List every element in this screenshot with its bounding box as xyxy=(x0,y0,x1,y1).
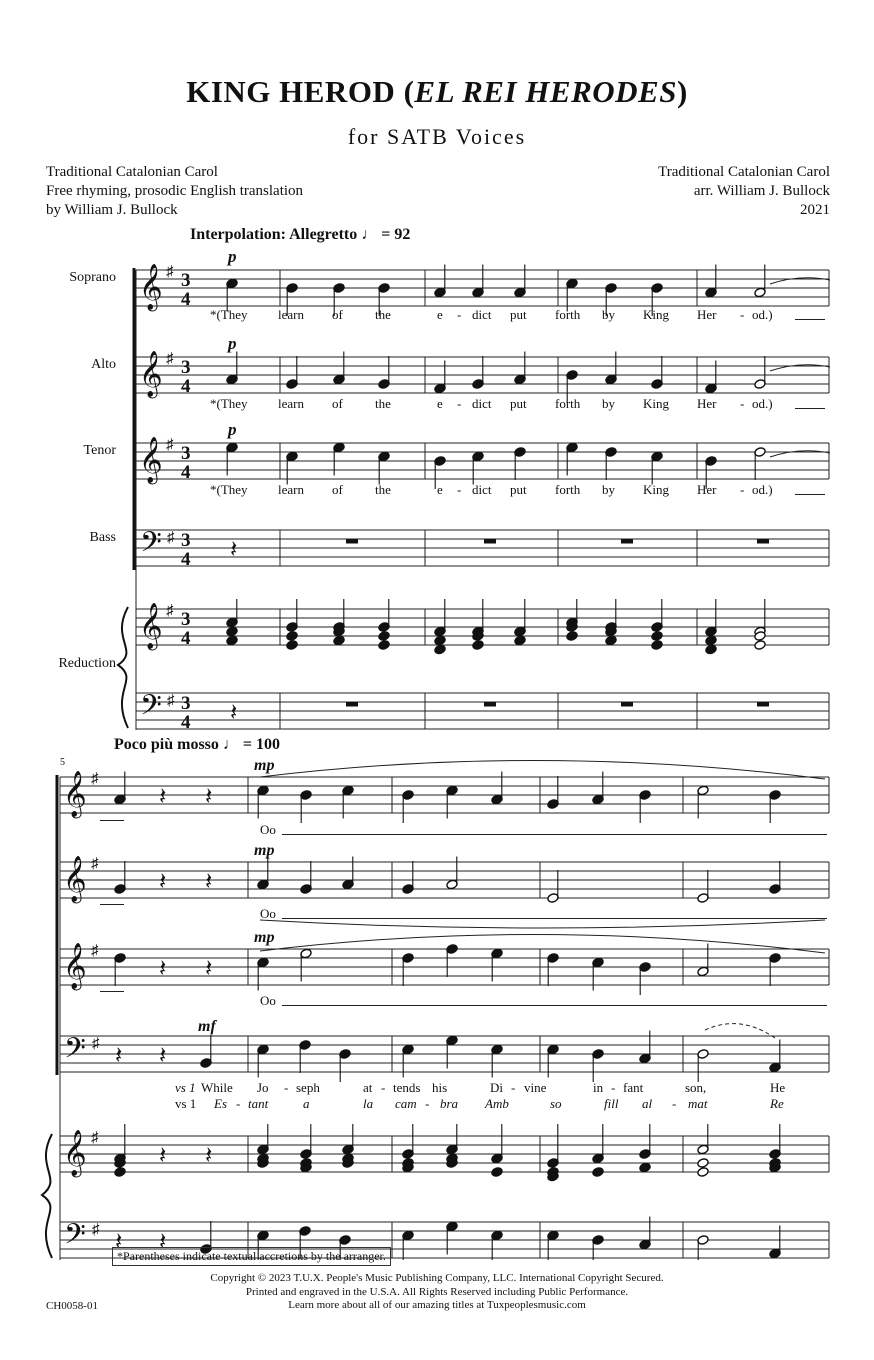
slur xyxy=(260,920,825,928)
part-label-tenor: Tenor xyxy=(83,443,116,458)
time-signature: 4 xyxy=(181,376,191,397)
lyric-syllable: forth xyxy=(555,307,581,322)
notehead xyxy=(226,626,238,637)
notehead xyxy=(226,635,238,646)
key-signature-sharp: ♯ xyxy=(166,351,174,367)
notehead xyxy=(592,1167,604,1178)
lyric-oo: Oo xyxy=(260,906,276,921)
dynamic-marking: mp xyxy=(254,842,275,859)
time-signature: 3 xyxy=(181,443,191,464)
lyric-syllable: put xyxy=(510,307,527,322)
bass-clef: 𝄢 xyxy=(64,1034,86,1071)
lyric-syllable: forth xyxy=(555,396,581,411)
lyric-english: - xyxy=(381,1080,386,1095)
time-signature: 3 xyxy=(181,693,191,714)
lyric-catalan: cam xyxy=(395,1096,417,1111)
key-signature-sharp: ♯ xyxy=(91,1130,99,1146)
lyric-catalan: a xyxy=(303,1096,310,1111)
lyric-syllable: *(They xyxy=(210,307,248,322)
notehead xyxy=(333,635,345,646)
notehead xyxy=(378,631,390,642)
lyric-english: at xyxy=(363,1080,373,1095)
whole-rest xyxy=(346,702,358,707)
quarter-rest: 𝄽 xyxy=(230,700,238,726)
lyric-syllable: the xyxy=(375,307,391,322)
lyric-syllable: King xyxy=(643,396,669,411)
lyric-english: - xyxy=(611,1080,616,1095)
quarter-rest: 𝄽 xyxy=(159,1143,167,1169)
whole-rest xyxy=(484,539,496,544)
key-signature-sharp: ♯ xyxy=(167,530,175,546)
notehead xyxy=(378,640,390,651)
quarter-rest: 𝄽 xyxy=(159,869,167,895)
key-signature-sharp: ♯ xyxy=(91,771,99,787)
lyric-syllable: e xyxy=(437,482,443,497)
lyric-english: - xyxy=(284,1080,289,1095)
notehead xyxy=(697,1158,709,1169)
notehead xyxy=(286,640,298,651)
quarter-rest: 𝄽 xyxy=(159,784,167,810)
notehead xyxy=(697,1167,709,1178)
lyric-syllable: e xyxy=(437,307,443,322)
lyric-syllable: - xyxy=(457,482,462,497)
lyric-syllable: dict xyxy=(472,396,492,411)
dynamic-marking: p xyxy=(228,334,237,353)
time-signature: 3 xyxy=(181,609,191,630)
quarter-rest: 𝄽 xyxy=(205,784,213,810)
notehead xyxy=(472,640,484,651)
key-signature-sharp: ♯ xyxy=(91,943,99,959)
notehead xyxy=(705,644,717,655)
catalog-code: CH0058-01 xyxy=(46,1300,98,1312)
lyric-catalan: Amb xyxy=(485,1096,509,1111)
key-signature-sharp: ♯ xyxy=(91,856,99,872)
lyric-syllable: - xyxy=(457,396,462,411)
quarter-rest: 𝄽 xyxy=(159,956,167,982)
notehead xyxy=(114,1167,126,1178)
treble-clef: 𝄞 xyxy=(63,943,87,988)
treble-clef: 𝄞 xyxy=(63,856,87,901)
bass-clef: 𝄢 xyxy=(140,691,162,728)
time-signature: 4 xyxy=(181,549,191,570)
copyright: Copyright © 2023 T.U.X. People's Music Publishing Company, LLC. International Copyright Secured. Printed and engraved in the U.S.A. All Rights Reserved including Public Performance. Learn more about all of our amazing titles at Tuxpeoplesmusic.com xyxy=(210,1272,664,1311)
notehead xyxy=(434,635,446,646)
quarter-rest: 𝄽 xyxy=(159,1229,167,1255)
key-signature-sharp: ♯ xyxy=(92,1222,100,1238)
lyric-catalan: - xyxy=(236,1096,241,1111)
part-label-bass: Bass xyxy=(89,530,116,545)
lyric-english: in xyxy=(593,1080,604,1095)
notehead xyxy=(514,635,526,646)
lyric-english: - xyxy=(511,1080,516,1095)
lyric-english: While xyxy=(201,1080,233,1095)
lyric-english: vine xyxy=(524,1080,547,1095)
whole-rest xyxy=(757,539,769,544)
lyric-oo: Oo xyxy=(260,822,276,837)
dynamic-marking: p xyxy=(228,420,237,439)
dynamic-marking: mp xyxy=(254,757,275,774)
lyric-syllable: of xyxy=(332,482,343,497)
time-signature: 4 xyxy=(181,462,191,483)
part-label-alto: Alto xyxy=(91,357,116,372)
composer-credits: Traditional Catalonian Carol arr. William J. Bullock 2021 xyxy=(658,164,830,218)
notehead xyxy=(705,635,717,646)
measure-number: 5 xyxy=(60,757,65,768)
lyric-syllable: Her xyxy=(697,396,717,411)
dynamic-marking: p xyxy=(228,247,237,266)
tempo-marking-2: Poco più mosso ♩ = 100 xyxy=(114,736,281,753)
lyric-syllable: od.) xyxy=(752,396,773,411)
key-signature-sharp: ♯ xyxy=(166,264,174,280)
footnote: *Parentheses indicate textual accretions by the arranger. xyxy=(112,1247,391,1266)
lyric-syllable: od.) xyxy=(752,482,773,497)
key-signature-sharp: ♯ xyxy=(167,693,175,709)
whole-rest xyxy=(757,702,769,707)
treble-clef: 𝄞 xyxy=(63,771,87,816)
dynamic-marking: mp xyxy=(254,929,275,946)
lyric-syllable: the xyxy=(375,396,391,411)
time-signature: 3 xyxy=(181,357,191,378)
brace xyxy=(42,1134,52,1258)
lyric-syllable: Her xyxy=(697,307,717,322)
slur xyxy=(260,934,825,953)
lyric-english: his xyxy=(432,1080,448,1095)
lyric-syllable: of xyxy=(332,307,343,322)
lyric-catalan: tant xyxy=(248,1096,269,1111)
whole-rest xyxy=(621,539,633,544)
notehead xyxy=(566,631,578,642)
lyric-catalan: fill xyxy=(604,1096,619,1111)
lyric-syllable: *(They xyxy=(210,482,248,497)
notehead xyxy=(434,644,446,655)
lyric-syllable: - xyxy=(740,307,745,322)
notehead xyxy=(605,635,617,646)
bass-clef: 𝄢 xyxy=(64,1220,86,1257)
lyric-english: He xyxy=(770,1080,786,1095)
lyric-english: fant xyxy=(623,1080,644,1095)
lyric-catalan: Es xyxy=(214,1096,227,1111)
lyric-syllable: dict xyxy=(472,482,492,497)
part-label-soprano: Soprano xyxy=(69,270,116,285)
treble-clef: 𝄞 xyxy=(139,603,163,648)
key-signature-sharp: ♯ xyxy=(166,437,174,453)
lyric-oo: Oo xyxy=(260,993,276,1008)
lyric-catalan: la xyxy=(363,1096,374,1111)
lyric-syllable: put xyxy=(510,482,527,497)
time-signature: 4 xyxy=(181,289,191,310)
lyric-syllable: by xyxy=(602,396,615,411)
quarter-rest: 𝄽 xyxy=(205,1143,213,1169)
key-signature-sharp: ♯ xyxy=(92,1036,100,1052)
whole-rest xyxy=(621,702,633,707)
lyric-catalan: Re xyxy=(770,1096,784,1111)
lyric-english: Jo xyxy=(257,1080,269,1095)
key-signature-sharp: ♯ xyxy=(166,603,174,619)
lyric-catalan: bra xyxy=(440,1096,459,1111)
lyric-syllable: - xyxy=(740,396,745,411)
page-title: KING HEROD (EL REI HERODES) xyxy=(186,74,688,109)
lyric-english: vs 1 xyxy=(175,1080,196,1095)
quarter-rest: 𝄽 xyxy=(205,869,213,895)
lyric-catalan: vs 1 xyxy=(175,1096,197,1111)
lyric-english: tends xyxy=(393,1080,421,1095)
lyric-syllable: learn xyxy=(278,396,304,411)
lyric-catalan: - xyxy=(425,1096,430,1111)
lyric-catalan: - xyxy=(672,1096,677,1111)
notehead xyxy=(651,631,663,642)
quarter-rest: 𝄽 xyxy=(115,1043,123,1069)
part-label-reduction: Reduction xyxy=(58,656,116,671)
lyric-syllable: the xyxy=(375,482,391,497)
notehead xyxy=(286,631,298,642)
lyric-syllable: - xyxy=(740,482,745,497)
lyric-catalan: mat xyxy=(688,1096,708,1111)
time-signature: 3 xyxy=(181,270,191,291)
dynamic-marking: mf xyxy=(198,1018,216,1035)
time-signature: 3 xyxy=(181,530,191,551)
lyric-syllable: od.) xyxy=(752,307,773,322)
lyric-syllable: *(They xyxy=(210,396,248,411)
lyric-syllable: e xyxy=(437,396,443,411)
lyric-english: seph xyxy=(296,1080,320,1095)
lyric-syllable: dict xyxy=(472,307,492,322)
notehead xyxy=(639,1162,651,1173)
lyric-catalan: so xyxy=(550,1096,562,1111)
quarter-rest: 𝄽 xyxy=(115,1229,123,1255)
lyric-syllable: by xyxy=(602,482,615,497)
lyric-syllable: learn xyxy=(278,307,304,322)
lyric-syllable: Her xyxy=(697,482,717,497)
lyric-syllable: learn xyxy=(278,482,304,497)
notehead xyxy=(491,1167,503,1178)
lyric-syllable: forth xyxy=(555,482,581,497)
time-signature: 4 xyxy=(181,628,191,649)
notehead xyxy=(651,640,663,651)
lyric-catalan: al xyxy=(642,1096,653,1111)
quarter-rest: 𝄽 xyxy=(205,956,213,982)
time-signature: 4 xyxy=(181,712,191,733)
treble-clef: 𝄞 xyxy=(139,264,163,309)
treble-clef: 𝄞 xyxy=(139,437,163,482)
lyric-syllable: King xyxy=(643,482,669,497)
tempo-marking-1: Interpolation: Allegretto ♩ = 92 xyxy=(190,226,411,243)
lyric-syllable: King xyxy=(643,307,669,322)
whole-rest xyxy=(484,702,496,707)
lyric-syllable: - xyxy=(457,307,462,322)
lyric-syllable: put xyxy=(510,396,527,411)
treble-clef: 𝄞 xyxy=(63,1130,87,1175)
lyric-syllable: of xyxy=(332,396,343,411)
lyric-english: Di xyxy=(490,1080,503,1095)
slur xyxy=(260,760,825,779)
lyricist-credits: Traditional Catalonian Carol Free rhyming, prosodic English translation by William J. Bullock xyxy=(46,164,304,218)
quarter-rest: 𝄽 xyxy=(230,537,238,563)
lyric-syllable: by xyxy=(602,307,615,322)
treble-clef: 𝄞 xyxy=(139,351,163,396)
lyric-english: son, xyxy=(685,1080,707,1095)
brace xyxy=(118,607,128,728)
page-subtitle: for SATB Voices xyxy=(347,124,527,149)
quarter-rest: 𝄽 xyxy=(159,1043,167,1069)
bass-clef: 𝄢 xyxy=(140,528,162,565)
whole-rest xyxy=(346,539,358,544)
notehead xyxy=(754,640,766,651)
